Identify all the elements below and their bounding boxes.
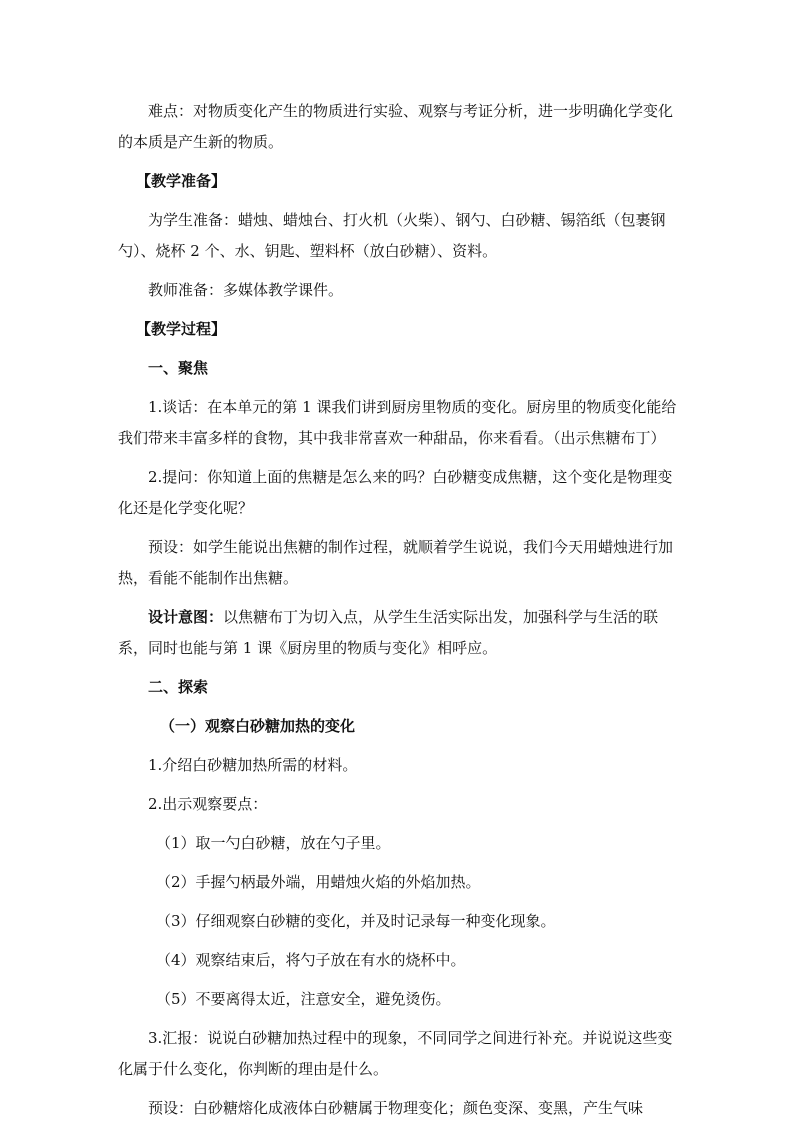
prep-students-paragraph: 为学生准备：蜡烛、蜡烛台、打火机（火柴）、钢勺、白砂糖、锡箔纸（包裹钢勺）、烧杯 2 个、水、钥匙、塑料杯（放白砂糖）、资料。 <box>118 211 666 260</box>
design-intent-text: 以焦糖布丁为切入点，从学生生活实际出发，加强科学与生活的联系，同时也能与第 1 课《厨房里的物质与变化》相呼应。 <box>118 608 659 657</box>
section-explore-heading: 二、探索 <box>148 678 209 696</box>
focus-paragraph-2: 2.提问：你知道上面的焦糖是怎么来的吗？白砂糖变成焦糖，这个变化是物理变化还是化学变化呢？ <box>118 468 673 517</box>
explore-paragraph-1: 1.介绍白砂糖加热所需的材料。 <box>148 756 358 774</box>
step-item: （3）仔细观察白砂糖的变化，并及时记录每一种变化现象。 <box>156 912 556 930</box>
focus-paragraph-1: 1.谈话：在本单元的第 1 课我们讲到厨房里物质的变化。厨房里的物质变化能给我们带来丰富多样的食物，其中我非常喜欢一种甜品，你来看看。（出示焦糖布丁） <box>118 398 677 447</box>
focus-paragraph-3: 预设：如学生能说出焦糖的制作过程，就顺着学生说说，我们今天用蜡烛进行加热，看能不能制作出焦糖。 <box>118 538 674 587</box>
prep-teacher-paragraph: 教师准备：多媒体教学课件。 <box>148 281 344 299</box>
step-item: （5）不要离得太近，注意安全，避免烫伤。 <box>156 990 451 1008</box>
design-intent-label: 设计意图： <box>148 608 224 626</box>
prep-heading: 【教学准备】 <box>136 172 227 190</box>
step-item: （1）取一勺白砂糖，放在勺子里。 <box>156 834 391 852</box>
explore-paragraph-4: 预设：白砂糖熔化成液体白砂糖属于物理变化；颜色变深、变黑，产生气味 <box>148 1099 644 1117</box>
process-heading: 【教学过程】 <box>136 320 227 338</box>
subsection-heading: （一）观察白砂糖加热的变化 <box>160 717 356 735</box>
explore-paragraph-2: 2.出示观察要点： <box>148 795 268 813</box>
document-page <box>118 96 678 1132</box>
step-item: （2）手握勺柄最外端，用蜡烛火焰的外焰加热。 <box>156 873 481 891</box>
design-intent-paragraph <box>118 602 678 664</box>
difficulty-paragraph: 难点：对物质变化产生的物质进行实验、观察与考证分析，进一步明确化学变化的本质是产生新的物质。 <box>118 102 674 151</box>
step-item: （4）观察结束后，将勺子放在有水的烧杯中。 <box>156 951 466 969</box>
explore-paragraph-3: 3.汇报：说说白砂糖加热过程中的现象，不同同学之间进行补充。并说说这些变化属于什么变化，你判断的理由是什么。 <box>118 1029 673 1078</box>
section-focus-heading: 一、聚焦 <box>148 359 209 377</box>
